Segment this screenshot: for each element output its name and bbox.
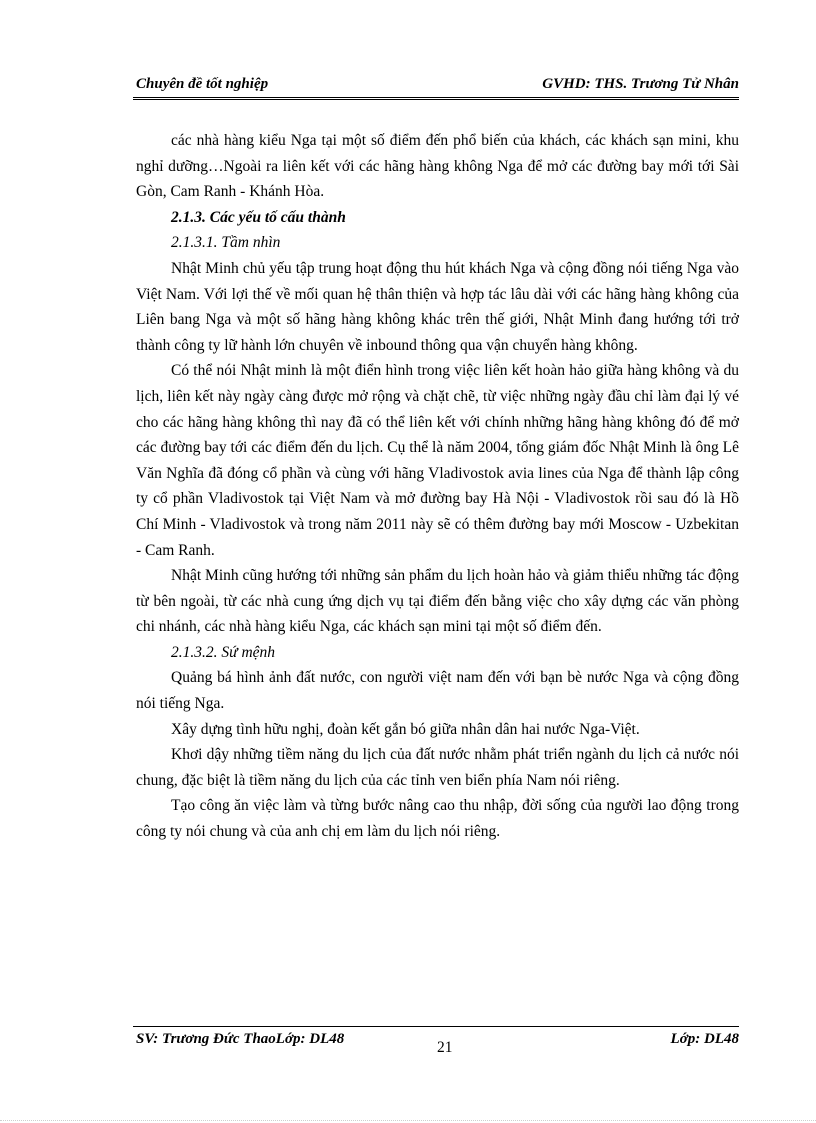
paragraph-vision: Nhật Minh chủ yếu tập trung hoạt động thu hút khách Nga và cộng đồng nói tiếng Nga vào Việt Nam. Với lợi thế về mối quan hệ thân thiện và hợp tác lâu dài với các hãng hàng không của Liên bang Nga và một số hãng hàng không khác trên thế giới, Nhật Minh đang hướng tới trở thành công ty lữ hành lớn chuyên về inbound thông qua vận chuyển hàng không. — [136, 259, 739, 354]
subsection-heading-vision: 2.1.3.1. Tầm nhìn — [171, 234, 281, 252]
section-heading-2-1-3: 2.1.3. Các yếu tố cấu thành — [171, 208, 346, 226]
page-footer — [133, 1031, 739, 1061]
page-body — [136, 128, 739, 845]
page-header — [133, 76, 739, 98]
footer-student: SV: Trương Đức ThaoLớp: DL48 — [136, 1031, 345, 1047]
page-number: 21 — [437, 1039, 453, 1056]
page-boundary — [0, 1120, 816, 1121]
paragraph-mission-friendship: Xây dựng tình hữu nghị, đoàn kết gắn bó giữa nhân dân hai nước Nga-Việt. — [171, 720, 640, 738]
header-document-type: Chuyên đề tốt nghiệp — [136, 76, 269, 92]
header-supervisor: GVHD: THS. Trương Tử Nhân — [542, 76, 739, 92]
subsection-heading-mission: 2.1.3.2. Sứ mệnh — [171, 643, 276, 661]
footer-divider — [133, 1026, 739, 1027]
header-divider — [133, 97, 739, 100]
paragraph-airline-partnership: Có thể nói Nhật minh là một điển hình trong việc liên kết hoàn hảo giữa hàng không và du lịch, liên kết này ngày càng được mở rộng và chặt chẽ, từ việc những ngày đầu chỉ làm đại lý vé cho các hãng hàng không thì nay đã có thể liên kết với chính những hãng hàng không đó để mở các đường bay tới các điểm đến du lịch. Cụ thể là năm 2004, tổng giám đốc Nhật Minh là ông Lê Văn Nghĩa đã đóng cổ phần và cùng với hãng Vladivostok avia lines của Nga để thành lập công ty cổ phần Vladivostok tại Việt Nam và mở đường bay Hà Nội - Vladivostok rồi sau đó là Hồ Chí Minh - Vladivostok và trong năm 2011 này sẽ có thêm đường bay mới Moscow - Uzbekitan - Cam Ranh. — [136, 362, 739, 559]
paragraph-products: Nhật Minh cũng hướng tới những sản phẩm du lịch hoàn hảo và giảm thiểu những tác động từ bên ngoài, từ các nhà cung ứng dịch vụ tại điểm đến bằng việc cho xây dựng các văn phòng chi nhánh, các nhà hàng kiểu Nga, các khách sạn mini tại một số điểm đến. — [136, 567, 739, 636]
paragraph-mission-potential: Khơi dậy những tiềm năng du lịch của đất nước nhằm phát triển ngành du lịch cả nước nói chung, đặc biệt là tiềm năng du lịch của các tỉnh ven biển phía Nam nói riêng. — [136, 746, 739, 789]
paragraph-mission-promote: Quảng bá hình ảnh đất nước, con người việt nam đến với bạn bè nước Nga và cộng đồng nói tiếng Nga. — [136, 669, 739, 713]
paragraph-mission-jobs: Tạo công ăn việc làm và từng bước nâng cao thu nhập, đời sống của người lao động trong công ty nói chung và của anh chị em làm du lịch nói riêng. — [136, 797, 739, 841]
paragraph-continuation: các nhà hàng kiểu Nga tại một số điểm đến phổ biến của khách, các khách sạn mini, khu nghỉ dưỡng…Ngoài ra liên kết với các hãng hàng không Nga để mở các đường bay mới tới Sài Gòn, Cam Ranh - Khánh Hòa. — [136, 132, 739, 201]
footer-class: Lớp: DL48 — [670, 1031, 739, 1047]
